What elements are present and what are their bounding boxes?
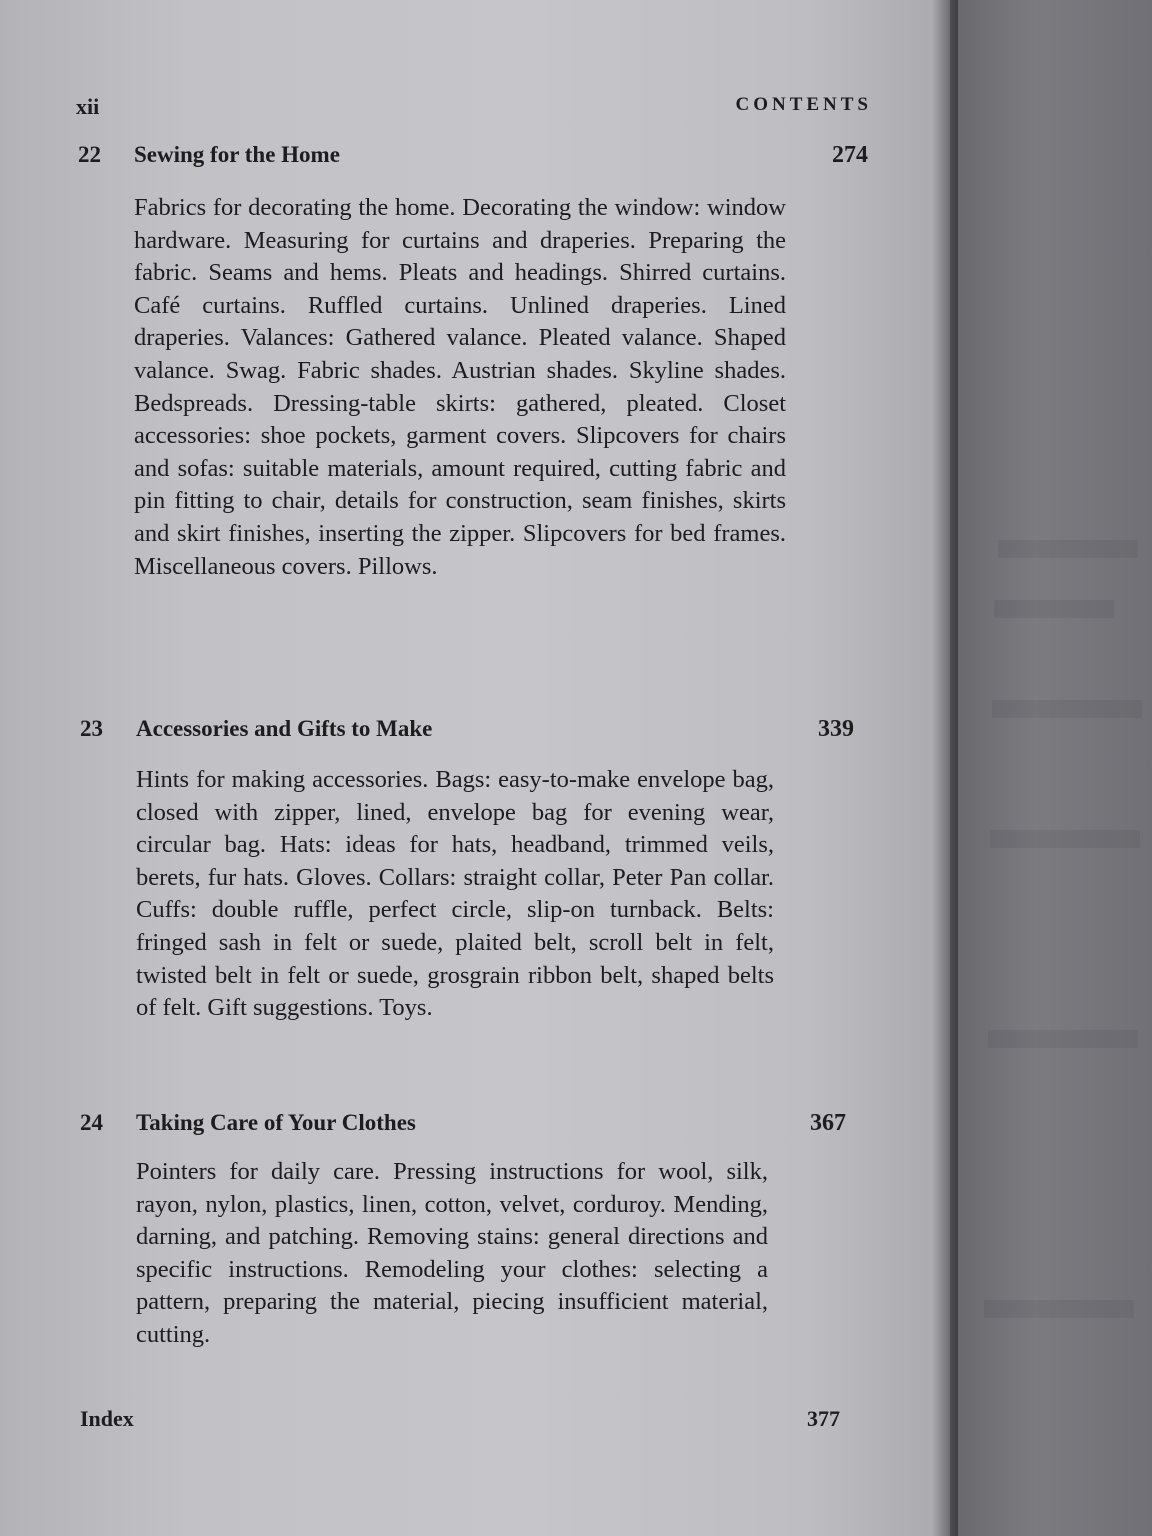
chapter-heading bbox=[80, 716, 854, 748]
facing-page-blurred-line bbox=[984, 1300, 1134, 1318]
chapter-description: Fabrics for decorating the home. Decorating the window: window hardware. Measuring for curtains and draperies. Preparing the fabric. Seams and hems. Pleats and headings. Shirred curtains. Café curtains. Ruffled curtains. Unlined draperies. Lined draperies. Valances: Gathered valance. Pleated valance. Shaped valance. Swag. Fabric shades. Austrian shades. Skyline shades. Bedspreads. Dressing-table skirts: gathered, pleated. Closet accessories: shoe pockets, garment covers. Slipcovers for chairs and sofas: suitable materials, amount required, cutting fabric and pin fitting to chair, details for construction, seam finishes, skirts and skirt finishes, inserting the zipper. Slipcovers for bed frames. Miscellaneous covers. Pillows. bbox=[134, 194, 786, 580]
facing-page-blurred-line bbox=[988, 1030, 1138, 1048]
chapter-entry-23 bbox=[80, 716, 854, 1056]
index-entry bbox=[80, 1406, 840, 1436]
chapter-entry-22 bbox=[78, 142, 868, 652]
running-head bbox=[76, 94, 872, 124]
chapter-description: Pointers for daily care. Pressing instructions for wool, silk, rayon, nylon, plastics, linen, cotton, velvet, corduroy. Mending, darning, and patching. Removing stains: general directions and specific instructions. Remodeling your clothes: selecting a pattern, preparing the material, piecing insufficient material, cutting. bbox=[136, 1158, 768, 1348]
running-head-title: CONTENTS bbox=[735, 94, 872, 115]
facing-page-blurred-line bbox=[998, 540, 1138, 558]
facing-page bbox=[958, 0, 1152, 1536]
chapter-page-number: 274 bbox=[832, 142, 868, 168]
chapter-title: Sewing for the Home bbox=[134, 142, 340, 167]
chapter-description: Hints for making accessories. Bags: easy-to-make envelope bag, closed with zipper, lined, envelope bag for evening wear, circular bag. Hats: ideas for hats, headband, trimmed veils, berets, fur hats. Gloves. Collars: straight collar, Peter Pan collar. Cuffs: double ruffle, perfect circle, slip-on turnback. Belts: fringed sash in felt or suede, plaited belt, scroll belt in felt, twisted belt in felt or suede, grosgrain ribbon belt, shaped belts of felt. Gift suggestions. Toys. bbox=[136, 766, 774, 1022]
page-folio: xii bbox=[76, 94, 100, 119]
chapter-page-number: 339 bbox=[818, 716, 854, 742]
chapter-page-number: 367 bbox=[810, 1110, 846, 1136]
facing-page-blurred-line bbox=[990, 830, 1140, 848]
facing-page-blurred-line bbox=[992, 700, 1142, 718]
chapter-number: 22 bbox=[78, 142, 101, 167]
facing-page-blurred-line bbox=[994, 600, 1114, 618]
chapter-number: 24 bbox=[80, 1110, 103, 1135]
index-label: Index bbox=[80, 1406, 134, 1431]
chapter-heading bbox=[80, 1110, 846, 1142]
chapter-heading bbox=[78, 142, 868, 174]
chapter-title: Taking Care of Your Clothes bbox=[136, 1110, 416, 1135]
chapter-title: Accessories and Gifts to Make bbox=[136, 716, 433, 741]
chapter-number: 23 bbox=[80, 716, 103, 741]
index-page-number: 377 bbox=[807, 1406, 840, 1431]
chapter-entry-24 bbox=[80, 1110, 846, 1350]
